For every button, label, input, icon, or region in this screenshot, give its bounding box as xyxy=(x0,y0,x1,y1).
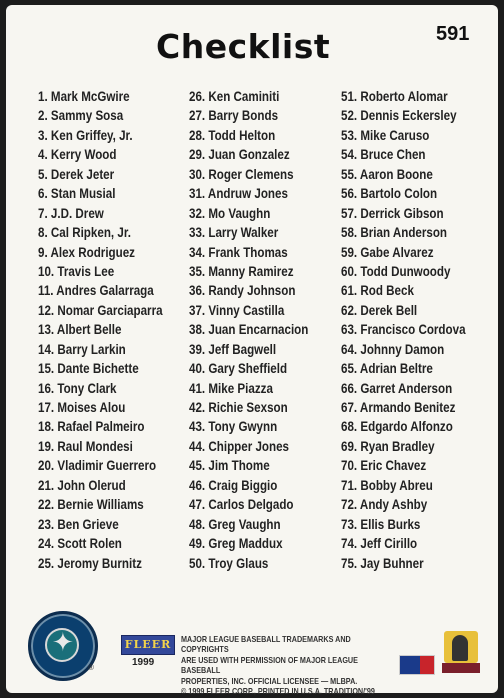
legal-line: ARE USED WITH PERMISSION OF MAJOR LEAGUE BASEBALL xyxy=(181,655,358,676)
list-item: 26. Ken Caminiti xyxy=(189,89,280,104)
list-item: 69. Ryan Bradley xyxy=(341,438,435,454)
list-item: 35. Manny Ramirez xyxy=(189,263,294,279)
list-item: 39. Jeff Bagwell xyxy=(189,341,277,357)
list-item: 11. Andres Galarraga xyxy=(38,283,154,299)
checklist-column-3 xyxy=(341,87,486,573)
list-item: 57. Derrick Gibson xyxy=(341,205,444,221)
list-item: 16. Tony Clark xyxy=(38,380,117,396)
list-item: 48. Greg Vaughn xyxy=(189,516,281,532)
list-item: 31. Andruw Jones xyxy=(189,186,288,202)
list-item: 66. Garret Anderson xyxy=(341,380,453,396)
list-item: 17. Moises Alou xyxy=(38,400,126,415)
list-item: 27. Barry Bonds xyxy=(189,108,279,124)
list-item: 59. Gabe Alvarez xyxy=(341,244,434,260)
list-item: 50. Troy Glaus xyxy=(189,555,269,571)
list-item: 44. Chipper Jones xyxy=(189,438,290,454)
list-item: 43. Tony Gwynn xyxy=(189,419,278,435)
mlbpa-logo-icon xyxy=(440,625,482,673)
list-item: 1. Mark McGwire xyxy=(38,89,130,104)
legal-line: PROPERTIES, INC. OFFICIAL LICENSEE — MLBPA. xyxy=(181,676,358,686)
list-item: 15. Dante Bichette xyxy=(38,361,139,377)
card-footer xyxy=(6,605,498,695)
list-item: 36. Randy Johnson xyxy=(189,283,296,299)
list-item: 60. Todd Dunwoody xyxy=(341,263,451,279)
list-item: 53. Mike Caruso xyxy=(341,127,430,143)
list-item: 19. Raul Mondesi xyxy=(38,438,133,454)
list-item: 5. Derek Jeter xyxy=(38,166,115,182)
registered-mark: ® xyxy=(88,663,94,672)
list-item: 24. Scott Rolen xyxy=(38,536,122,552)
list-item: 42. Richie Sexson xyxy=(189,400,288,415)
list-item: 75. Jay Buhner xyxy=(341,555,424,571)
list-item: 37. Vinny Castilla xyxy=(189,302,285,318)
list-item: 67. Armando Benitez xyxy=(341,400,456,415)
list-item: 64. Johnny Damon xyxy=(341,341,445,357)
list-item: 12. Nomar Garciaparra xyxy=(38,302,163,318)
list-item: 55. Aaron Boone xyxy=(341,166,433,182)
list-item: 30. Roger Clemens xyxy=(189,166,294,182)
list-item: 38. Juan Encarnacion xyxy=(189,322,309,338)
set-year: 1999 xyxy=(132,657,155,668)
legal-line: MAJOR LEAGUE BASEBALL TRADEMARKS AND COPYRIGHTS xyxy=(181,635,351,655)
list-item: 65. Adrian Beltre xyxy=(341,361,433,377)
list-item: 2. Sammy Sosa xyxy=(38,108,124,124)
list-item: 58. Brian Anderson xyxy=(341,225,448,241)
list-item: 23. Ben Grieve xyxy=(38,516,119,532)
fleer-logo-icon xyxy=(121,635,175,655)
list-item: 72. Andy Ashby xyxy=(341,497,428,513)
list-item: 41. Mike Piazza xyxy=(189,380,273,396)
legal-text xyxy=(181,635,383,697)
star-icon: ✦ xyxy=(52,628,74,658)
list-item: 13. Albert Belle xyxy=(38,322,122,338)
list-item: 74. Jeff Cirillo xyxy=(341,536,418,552)
list-item: 68. Edgardo Alfonzo xyxy=(341,419,453,435)
list-item: 7. J.D. Drew xyxy=(38,205,104,221)
batter-figure-icon xyxy=(452,635,468,661)
checklist-column-2 xyxy=(189,87,328,573)
list-item: 63. Francisco Cordova xyxy=(341,322,466,338)
list-item: 25. Jeromy Burnitz xyxy=(38,555,142,571)
checklist-column-1 xyxy=(38,87,183,573)
legal-line: © 1999 FLEER CORP., PRINTED IN U.S.A. TRADITION/'99 xyxy=(181,687,375,697)
mlbpa-base xyxy=(442,663,480,673)
list-item: 62. Derek Bell xyxy=(341,302,418,318)
list-item: 56. Bartolo Colon xyxy=(341,186,438,202)
list-item: 49. Greg Maddux xyxy=(189,536,283,552)
list-item: 29. Juan Gonzalez xyxy=(189,147,290,163)
list-item: 40. Gary Sheffield xyxy=(189,361,288,377)
mlb-logo-red xyxy=(420,656,434,674)
list-item: 3. Ken Griffey, Jr. xyxy=(38,127,133,143)
checklist-card xyxy=(6,5,498,697)
list-item: 51. Roberto Alomar xyxy=(341,89,448,104)
list-item: 46. Craig Biggio xyxy=(189,477,278,493)
list-item: 14. Barry Larkin xyxy=(38,341,126,357)
page-title: Checklist xyxy=(156,27,331,66)
list-item: 45. Jim Thome xyxy=(189,458,270,474)
list-item: 21. John Olerud xyxy=(38,477,126,493)
list-item: 61. Rod Beck xyxy=(341,283,414,299)
list-item: 47. Carlos Delgado xyxy=(189,497,294,513)
list-item: 22. Bernie Williams xyxy=(38,497,144,513)
list-item: 33. Larry Walker xyxy=(189,225,279,241)
list-item: 10. Travis Lee xyxy=(38,263,115,279)
list-item: 52. Dennis Eckersley xyxy=(341,108,457,124)
list-item: 70. Eric Chavez xyxy=(341,458,427,474)
brand-label: FLEER xyxy=(124,638,172,651)
mlb-logo-blue xyxy=(400,656,420,674)
list-item: 20. Vladimir Guerrero xyxy=(38,458,157,474)
list-item: 4. Kerry Wood xyxy=(38,147,117,163)
mlb-logo-icon xyxy=(399,655,435,675)
list-item: 71. Bobby Abreu xyxy=(341,477,433,493)
list-item: 32. Mo Vaughn xyxy=(189,205,271,221)
list-item: 18. Rafael Palmeiro xyxy=(38,419,145,435)
list-item: 8. Cal Ripken, Jr. xyxy=(38,225,131,241)
list-item: 34. Frank Thomas xyxy=(189,244,288,260)
list-item: 6. Stan Musial xyxy=(38,186,116,202)
list-item: 9. Alex Rodriguez xyxy=(38,244,135,260)
card-number: 591 xyxy=(436,23,470,45)
list-item: 28. Todd Helton xyxy=(189,127,276,143)
list-item: 54. Bruce Chen xyxy=(341,147,426,163)
list-item: 73. Ellis Burks xyxy=(341,516,421,532)
